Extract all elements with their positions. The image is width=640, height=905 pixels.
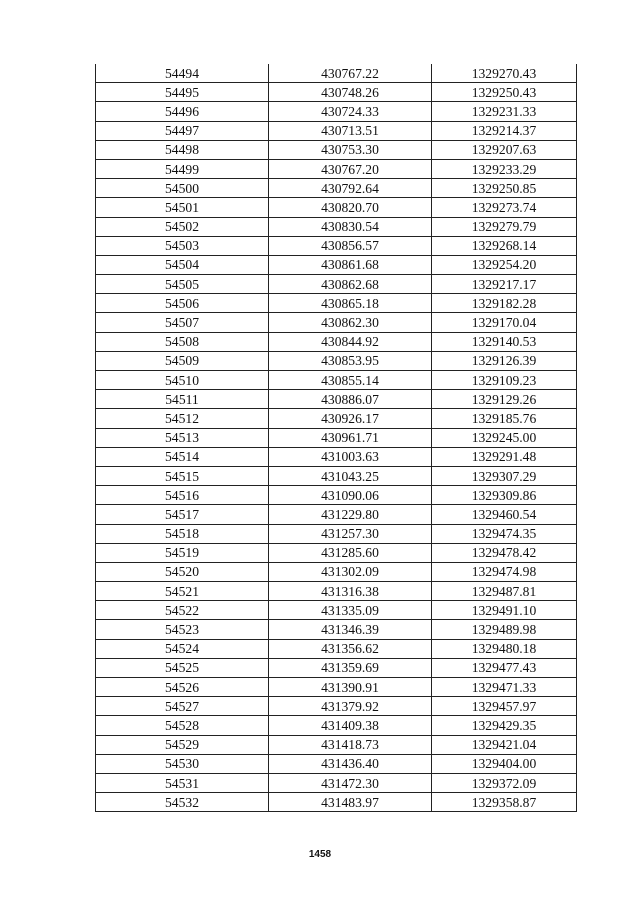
table-row	[96, 102, 577, 121]
table-row	[96, 697, 577, 716]
point-id-cell: 54506	[96, 294, 269, 313]
point-id-cell: 54516	[96, 486, 269, 505]
table-row	[96, 351, 577, 370]
x-coordinate-cell: 430862.68	[269, 275, 432, 294]
y-coordinate-cell: 1329245.00	[432, 428, 577, 447]
y-coordinate-cell: 1329474.35	[432, 524, 577, 543]
x-coordinate-cell: 430926.17	[269, 409, 432, 428]
y-coordinate-cell: 1329140.53	[432, 332, 577, 351]
table-row	[96, 217, 577, 236]
point-id-cell: 54497	[96, 121, 269, 140]
table-row	[96, 447, 577, 466]
point-id-cell: 54523	[96, 620, 269, 639]
x-coordinate-cell: 431316.38	[269, 582, 432, 601]
point-id-cell: 54512	[96, 409, 269, 428]
x-coordinate-cell: 430820.70	[269, 198, 432, 217]
table-row	[96, 793, 577, 812]
table-row	[96, 562, 577, 581]
y-coordinate-cell: 1329126.39	[432, 351, 577, 370]
point-id-cell: 54514	[96, 447, 269, 466]
x-coordinate-cell: 431043.25	[269, 466, 432, 485]
x-coordinate-cell: 430767.20	[269, 159, 432, 178]
y-coordinate-cell: 1329254.20	[432, 255, 577, 274]
x-coordinate-cell: 430856.57	[269, 236, 432, 255]
y-coordinate-cell: 1329421.04	[432, 735, 577, 754]
x-coordinate-cell: 431090.06	[269, 486, 432, 505]
x-coordinate-cell: 430767.22	[269, 64, 432, 83]
y-coordinate-cell: 1329182.28	[432, 294, 577, 313]
table-row	[96, 409, 577, 428]
point-id-cell: 54521	[96, 582, 269, 601]
y-coordinate-cell: 1329480.18	[432, 639, 577, 658]
point-id-cell: 54499	[96, 159, 269, 178]
point-id-cell: 54525	[96, 658, 269, 677]
table-row	[96, 64, 577, 83]
y-coordinate-cell: 1329309.86	[432, 486, 577, 505]
point-id-cell: 54530	[96, 754, 269, 773]
table-row	[96, 198, 577, 217]
point-id-cell: 54507	[96, 313, 269, 332]
y-coordinate-cell: 1329460.54	[432, 505, 577, 524]
table-row	[96, 275, 577, 294]
coordinate-table	[95, 64, 577, 812]
y-coordinate-cell: 1329291.48	[432, 447, 577, 466]
table-row	[96, 773, 577, 792]
point-id-cell: 54495	[96, 83, 269, 102]
point-id-cell: 54520	[96, 562, 269, 581]
x-coordinate-cell: 431335.09	[269, 601, 432, 620]
x-coordinate-cell: 430792.64	[269, 179, 432, 198]
x-coordinate-cell: 431359.69	[269, 658, 432, 677]
point-id-cell: 54501	[96, 198, 269, 217]
y-coordinate-cell: 1329404.00	[432, 754, 577, 773]
y-coordinate-cell: 1329474.98	[432, 562, 577, 581]
table-row	[96, 255, 577, 274]
y-coordinate-cell: 1329268.14	[432, 236, 577, 255]
x-coordinate-cell: 431229.80	[269, 505, 432, 524]
table-row	[96, 735, 577, 754]
y-coordinate-cell: 1329307.29	[432, 466, 577, 485]
table-row	[96, 716, 577, 735]
x-coordinate-cell: 431285.60	[269, 543, 432, 562]
x-coordinate-cell: 431483.97	[269, 793, 432, 812]
y-coordinate-cell: 1329170.04	[432, 313, 577, 332]
y-coordinate-cell: 1329477.43	[432, 658, 577, 677]
table-row	[96, 620, 577, 639]
y-coordinate-cell: 1329279.79	[432, 217, 577, 236]
y-coordinate-cell: 1329478.42	[432, 543, 577, 562]
page-number: 1458	[308, 849, 332, 860]
table-row	[96, 332, 577, 351]
table-row	[96, 582, 577, 601]
table-row	[96, 390, 577, 409]
point-id-cell: 54517	[96, 505, 269, 524]
x-coordinate-cell: 431418.73	[269, 735, 432, 754]
x-coordinate-cell: 431436.40	[269, 754, 432, 773]
point-id-cell: 54526	[96, 678, 269, 697]
y-coordinate-cell: 1329487.81	[432, 582, 577, 601]
table-row	[96, 639, 577, 658]
y-coordinate-cell: 1329270.43	[432, 64, 577, 83]
point-id-cell: 54519	[96, 543, 269, 562]
point-id-cell: 54494	[96, 64, 269, 83]
table-row	[96, 140, 577, 159]
table-row	[96, 754, 577, 773]
y-coordinate-cell: 1329489.98	[432, 620, 577, 639]
point-id-cell: 54505	[96, 275, 269, 294]
y-coordinate-cell: 1329372.09	[432, 773, 577, 792]
table-row	[96, 486, 577, 505]
x-coordinate-cell: 431409.38	[269, 716, 432, 735]
x-coordinate-cell: 430861.68	[269, 255, 432, 274]
table-row	[96, 294, 577, 313]
x-coordinate-cell: 430961.71	[269, 428, 432, 447]
x-coordinate-cell: 430724.33	[269, 102, 432, 121]
coordinate-table-body	[96, 64, 577, 812]
point-id-cell: 54502	[96, 217, 269, 236]
table-row	[96, 83, 577, 102]
table-row	[96, 179, 577, 198]
x-coordinate-cell: 430713.51	[269, 121, 432, 140]
y-coordinate-cell: 1329457.97	[432, 697, 577, 716]
x-coordinate-cell: 431472.30	[269, 773, 432, 792]
y-coordinate-cell: 1329217.17	[432, 275, 577, 294]
x-coordinate-cell: 430748.26	[269, 83, 432, 102]
point-id-cell: 54529	[96, 735, 269, 754]
point-id-cell: 54510	[96, 371, 269, 390]
table-row	[96, 543, 577, 562]
point-id-cell: 54531	[96, 773, 269, 792]
y-coordinate-cell: 1329231.33	[432, 102, 577, 121]
x-coordinate-cell: 431356.62	[269, 639, 432, 658]
point-id-cell: 54518	[96, 524, 269, 543]
point-id-cell: 54498	[96, 140, 269, 159]
y-coordinate-cell: 1329233.29	[432, 159, 577, 178]
y-coordinate-cell: 1329250.43	[432, 83, 577, 102]
table-row	[96, 505, 577, 524]
point-id-cell: 54504	[96, 255, 269, 274]
point-id-cell: 54522	[96, 601, 269, 620]
y-coordinate-cell: 1329214.37	[432, 121, 577, 140]
point-id-cell: 54515	[96, 466, 269, 485]
point-id-cell: 54508	[96, 332, 269, 351]
point-id-cell: 54511	[96, 390, 269, 409]
x-coordinate-cell: 430753.30	[269, 140, 432, 159]
y-coordinate-cell: 1329129.26	[432, 390, 577, 409]
y-coordinate-cell: 1329250.85	[432, 179, 577, 198]
table-row	[96, 121, 577, 140]
point-id-cell: 54532	[96, 793, 269, 812]
table-row	[96, 159, 577, 178]
point-id-cell: 54528	[96, 716, 269, 735]
point-id-cell: 54509	[96, 351, 269, 370]
x-coordinate-cell: 431390.91	[269, 678, 432, 697]
table-row	[96, 601, 577, 620]
x-coordinate-cell: 431003.63	[269, 447, 432, 466]
table-row	[96, 371, 577, 390]
point-id-cell: 54524	[96, 639, 269, 658]
y-coordinate-cell: 1329207.63	[432, 140, 577, 159]
y-coordinate-cell: 1329109.23	[432, 371, 577, 390]
point-id-cell: 54527	[96, 697, 269, 716]
table-row	[96, 658, 577, 677]
table-row	[96, 466, 577, 485]
point-id-cell: 54513	[96, 428, 269, 447]
x-coordinate-cell: 430844.92	[269, 332, 432, 351]
x-coordinate-cell: 430865.18	[269, 294, 432, 313]
x-coordinate-cell: 431302.09	[269, 562, 432, 581]
y-coordinate-cell: 1329429.35	[432, 716, 577, 735]
y-coordinate-cell: 1329273.74	[432, 198, 577, 217]
x-coordinate-cell: 431257.30	[269, 524, 432, 543]
x-coordinate-cell: 431379.92	[269, 697, 432, 716]
x-coordinate-cell: 430853.95	[269, 351, 432, 370]
table-row	[96, 524, 577, 543]
y-coordinate-cell: 1329491.10	[432, 601, 577, 620]
x-coordinate-cell: 430855.14	[269, 371, 432, 390]
table-row	[96, 428, 577, 447]
point-id-cell: 54503	[96, 236, 269, 255]
point-id-cell: 54496	[96, 102, 269, 121]
x-coordinate-cell: 431346.39	[269, 620, 432, 639]
table-row	[96, 678, 577, 697]
table-row	[96, 236, 577, 255]
x-coordinate-cell: 430862.30	[269, 313, 432, 332]
y-coordinate-cell: 1329471.33	[432, 678, 577, 697]
table-row	[96, 313, 577, 332]
point-id-cell: 54500	[96, 179, 269, 198]
x-coordinate-cell: 430886.07	[269, 390, 432, 409]
y-coordinate-cell: 1329185.76	[432, 409, 577, 428]
x-coordinate-cell: 430830.54	[269, 217, 432, 236]
y-coordinate-cell: 1329358.87	[432, 793, 577, 812]
